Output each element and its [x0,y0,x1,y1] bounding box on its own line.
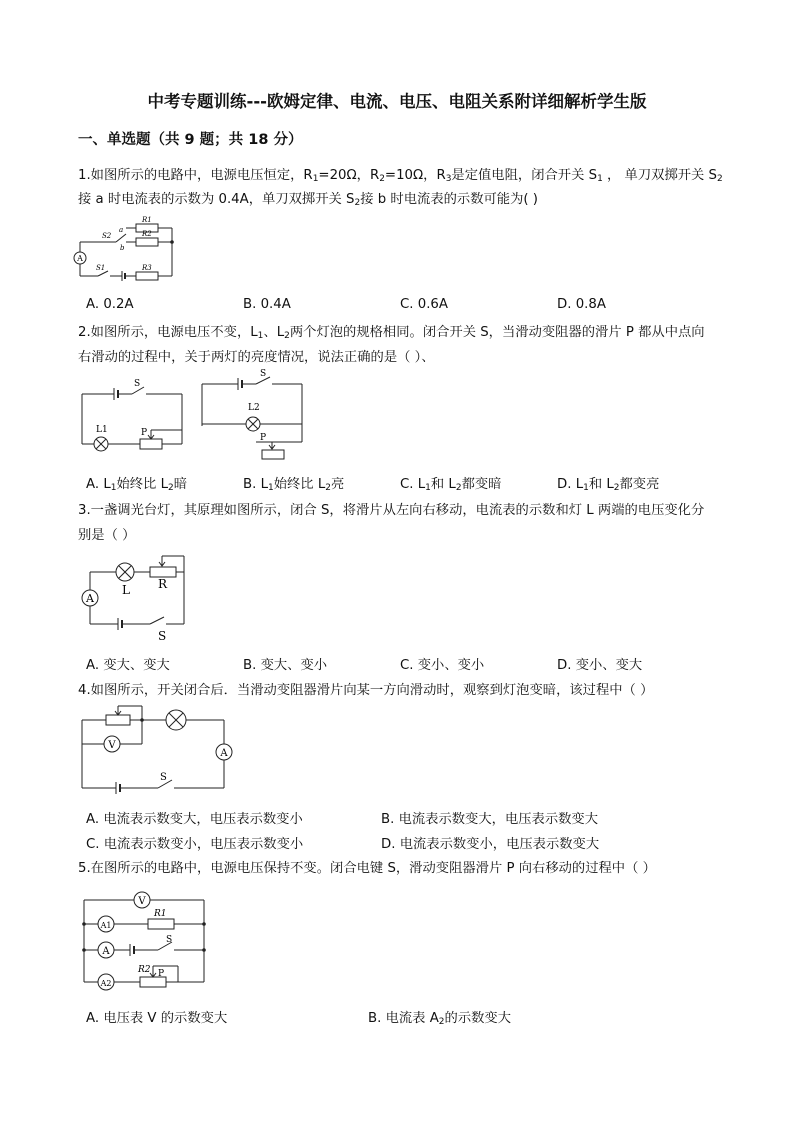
q5-option-a[interactable]: A. 电压表 V 的示数变大 [86,1011,228,1026]
svg-text:b: b [120,244,125,252]
svg-text:A: A [220,748,228,759]
q5-text-line1: 5.在图所示的电路中，电源电压保持不变。闭合电键 S，滑动变阻器滑片 P 向右移动的过程中（ ） [78,861,656,876]
q2-text-line1: 2.如图所示，电源电压不变，$L_1$、$L_2$两个灯泡的规格相同。闭合开关 S，当滑动变阻器的滑片 P 都从中点向 [78,325,705,341]
lamp-icon [94,437,108,451]
q5-option-b[interactable]: B. 电流表 $A_2$的示数变大 [368,1011,512,1027]
q4-option-c[interactable]: C. 电流表示数变小，电压表示数变小 [86,837,304,852]
svg-text:V: V [138,896,146,907]
svg-text:S: S [166,935,173,945]
q4-text-line1: 4.如图所示，开关闭合后．当滑动变阻器滑片向某一方向滑动时，观察到灯泡变暗，该过程中（ ） [78,683,654,698]
svg-text:S: S [260,369,267,379]
q2-option-d[interactable]: D. $L_1$和 $L_2$都变亮 [557,477,660,493]
q3-option-c[interactable]: C. 变小、变小 [400,658,485,673]
lamp-icon [246,417,260,431]
q3-circuit-figure [76,552,200,644]
svg-text:R: R [158,577,168,591]
svg-text:R3: R3 [142,264,152,272]
svg-text:S1: S1 [96,264,106,272]
svg-text:a: a [119,226,124,234]
q1-text-line1: 1.如图所示的电路中，电源电压恒定，$R_1=20\Omega$，$R_2=10\Omega$，$R_3$是定值电阻，闭合开关 $S_1$ ， 单刀双掷开关 $S_2$ [78,168,723,184]
svg-text:L1: L1 [96,425,108,435]
q2-circuit-right-figure [198,368,322,464]
q3-text-line1: 3.一盏调光台灯，其原理如图所示，闭合 S，将滑片从左向右移动，电流表的示数和灯 L 两端的电压变化分 [78,503,705,518]
q3-option-b[interactable]: B. 变大、变小 [243,658,328,673]
q2-text-line2: 右滑动的过程中，关于两灯的亮度情况，说法正确的是（ ）、 [78,350,435,365]
svg-text:P: P [260,433,267,443]
q2-circuit-left-figure [78,378,188,458]
q3-option-a[interactable]: A. 变大、变大 [86,658,170,673]
svg-text:S2: S2 [102,232,112,240]
q1-option-c[interactable]: C. 0.6A [400,297,448,312]
svg-text:S: S [160,772,167,783]
svg-text:R1: R1 [154,909,167,919]
svg-text:R1: R1 [142,216,152,224]
svg-text:P: P [141,428,148,438]
svg-text:S: S [134,379,141,389]
q3-text-line2: 别是（ ） [78,528,136,543]
q5-circuit-figure [78,884,212,994]
svg-text:L2: L2 [248,403,260,413]
q2-option-c[interactable]: C. $L_1$和 $L_2$都变暗 [400,477,502,493]
lamp-icon [166,710,186,730]
q3-option-d[interactable]: D. 变小、变大 [557,658,643,673]
page-title: 中考专题训练---欧姆定律、电流、电压、电阻关系附详细解析学生版 [147,92,647,111]
svg-text:R2: R2 [142,230,152,238]
q4-option-b[interactable]: B. 电流表示数变大，电压表示数变大 [381,812,599,827]
q4-circuit-figure [78,702,234,794]
q1-option-b[interactable]: B. 0.4A [243,297,291,312]
svg-text:L: L [122,583,130,597]
q2-option-a[interactable]: A. $L_1$始终比 $L_2$暗 [86,477,188,493]
lamp-icon [116,563,134,581]
svg-text:P: P [158,969,165,979]
svg-text:A1: A1 [100,921,112,930]
q1-option-a[interactable]: A. 0.2A [86,297,134,312]
q4-option-a[interactable]: A. 电流表示数变大，电压表示数变小 [86,812,303,827]
q1-circuit-figure [76,214,186,286]
svg-text:R2: R2 [138,965,151,975]
q1-text-line2: 接 a 时电流表的示数为 0.4A，单刀双掷开关 $S_2$接 b 时电流表的示数可能为( ) [78,192,538,208]
q4-option-d[interactable]: D. 电流表示数变小，电压表示数变大 [381,837,600,852]
svg-text:S: S [158,629,167,643]
q2-option-b[interactable]: B. $L_1$始终比 $L_2$亮 [243,477,345,493]
svg-text:A: A [102,946,110,957]
svg-text:V: V [108,740,116,751]
svg-text:A2: A2 [100,979,112,988]
svg-text:A: A [77,254,83,263]
q1-option-d[interactable]: D. 0.8A [557,297,606,312]
section-heading: 一、单选题（共 9 题；共 18 分） [78,132,303,148]
svg-text:A: A [86,592,94,605]
